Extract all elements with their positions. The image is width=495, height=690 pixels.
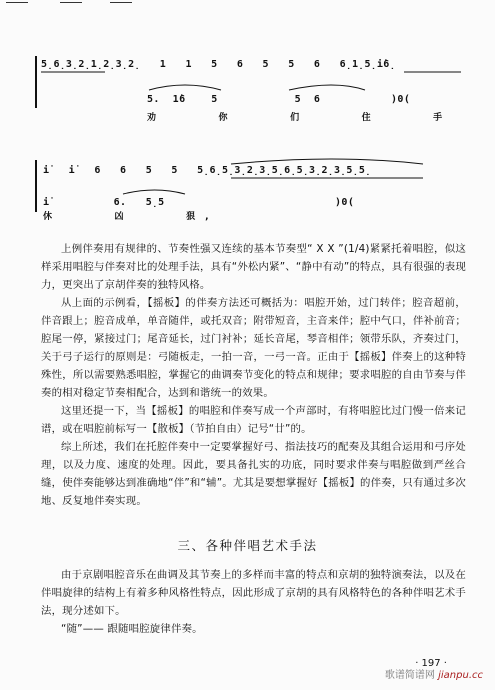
paragraph: “随”—— 跟随唱腔旋律伴奏。: [61, 623, 203, 635]
melody-line: 5̣6̣3̣2̣1̣2̣3̣2̣ 1 1 5 6 5 5 6 6̣1̣5̣i̇6̣: [41, 59, 396, 70]
lyrics-line: 劝 你 们 住 手: [147, 113, 453, 123]
score-slurs: [35, 150, 465, 230]
paragraph: 上例伴奏用有规律的、节奏性强又连续的基本节奏型“ X X ”(1/4)紧紧托着唱腔，似这样采用唱腔与伴奏对比的处理手法，具有“外松内紧”、“静中有动”的特点，具有很强的表现力，更突出了京胡伴奏的独特风格。: [41, 243, 466, 291]
lyrics-line: 休 凶 狠,: [43, 212, 219, 222]
watermark-site: jianpu.cc: [438, 670, 483, 681]
page-number: · 197 ·: [415, 658, 447, 669]
paragraph: 从上面的示例看，【摇板】的伴奏方法还可概括为：唱腔开始，过门转伴；腔音超前，伴音跟上；腔音成单，单音随伴，或托双音；附带短音，主音来伴；腔中气口，伴补前音；腔尾一停，紧接过门；尾音延长，过门衬补；延长音尾，琴音相伴；领带乐队，齐奏过门，关于弓子运行的原则是：弓随板走，一拍一音，一弓一音。正由于【摇板】伴奏上的这种特殊性，所以需要熟悉唱腔，掌握它的曲调奏节变化的特点和规律；要求唱腔的自由节奏与伴奏的相对稳定节奏相配合，达到和谐统一的效果。: [41, 297, 466, 399]
paragraph: 这里还提一下，当【摇板】的唱腔和伴奏写成一个声部时，有将唱腔比过门慢一倍来记谱，或在唱腔前标写一【散板】（节拍自由）记号“廿”的。: [41, 405, 466, 435]
watermark: [385, 666, 483, 681]
watermark-name: 歌谱简谱网: [384, 670, 435, 681]
section-title: 三、各种伴唱艺术手法: [177, 538, 318, 553]
melody-line: i̇ i̇ 6 6 5 5 5̣6̣5̣3̣2̣3̣5̣6̣5̣3̣2̣3̣5̣5̣: [43, 165, 372, 176]
paragraph: 由于京剧唱腔音乐在曲调及其节奏上的多样而丰富的特点和京胡的独特演奏法，以及在伴唱旋律的结构上有着多种风格性特点，因此形成了京胡的具有风格特色的各种伴唱艺术手法，现分述如下。: [41, 569, 466, 617]
section-body-text: [41, 566, 466, 638]
score-slurs: [35, 50, 465, 140]
rest-marker: )0(: [335, 197, 355, 208]
body-text: [41, 240, 466, 510]
top-edge-marks: [0, 0, 495, 6]
accompaniment-line: 5. 1̇6 5 5 6 )0(: [147, 94, 411, 105]
score-system-2: [35, 150, 465, 230]
score-system-1: [35, 50, 465, 140]
paragraph: 综上所述，我们在托腔伴奏中一定要掌握好弓、指法技巧的配奏及其组合运用和弓序处理，以及力度、速度的处理。因此，要具备扎实的功底，同时要求伴奏与唱腔做到严丝合缝，使伴奏能够达到准确地“伴”和“辅”。尤其是要想掌握好【摇板】的伴奏，只有通过多次地、反复地伴奏实现。: [41, 441, 466, 507]
accompaniment-line: i̇ 6. 5̣5: [43, 197, 165, 208]
